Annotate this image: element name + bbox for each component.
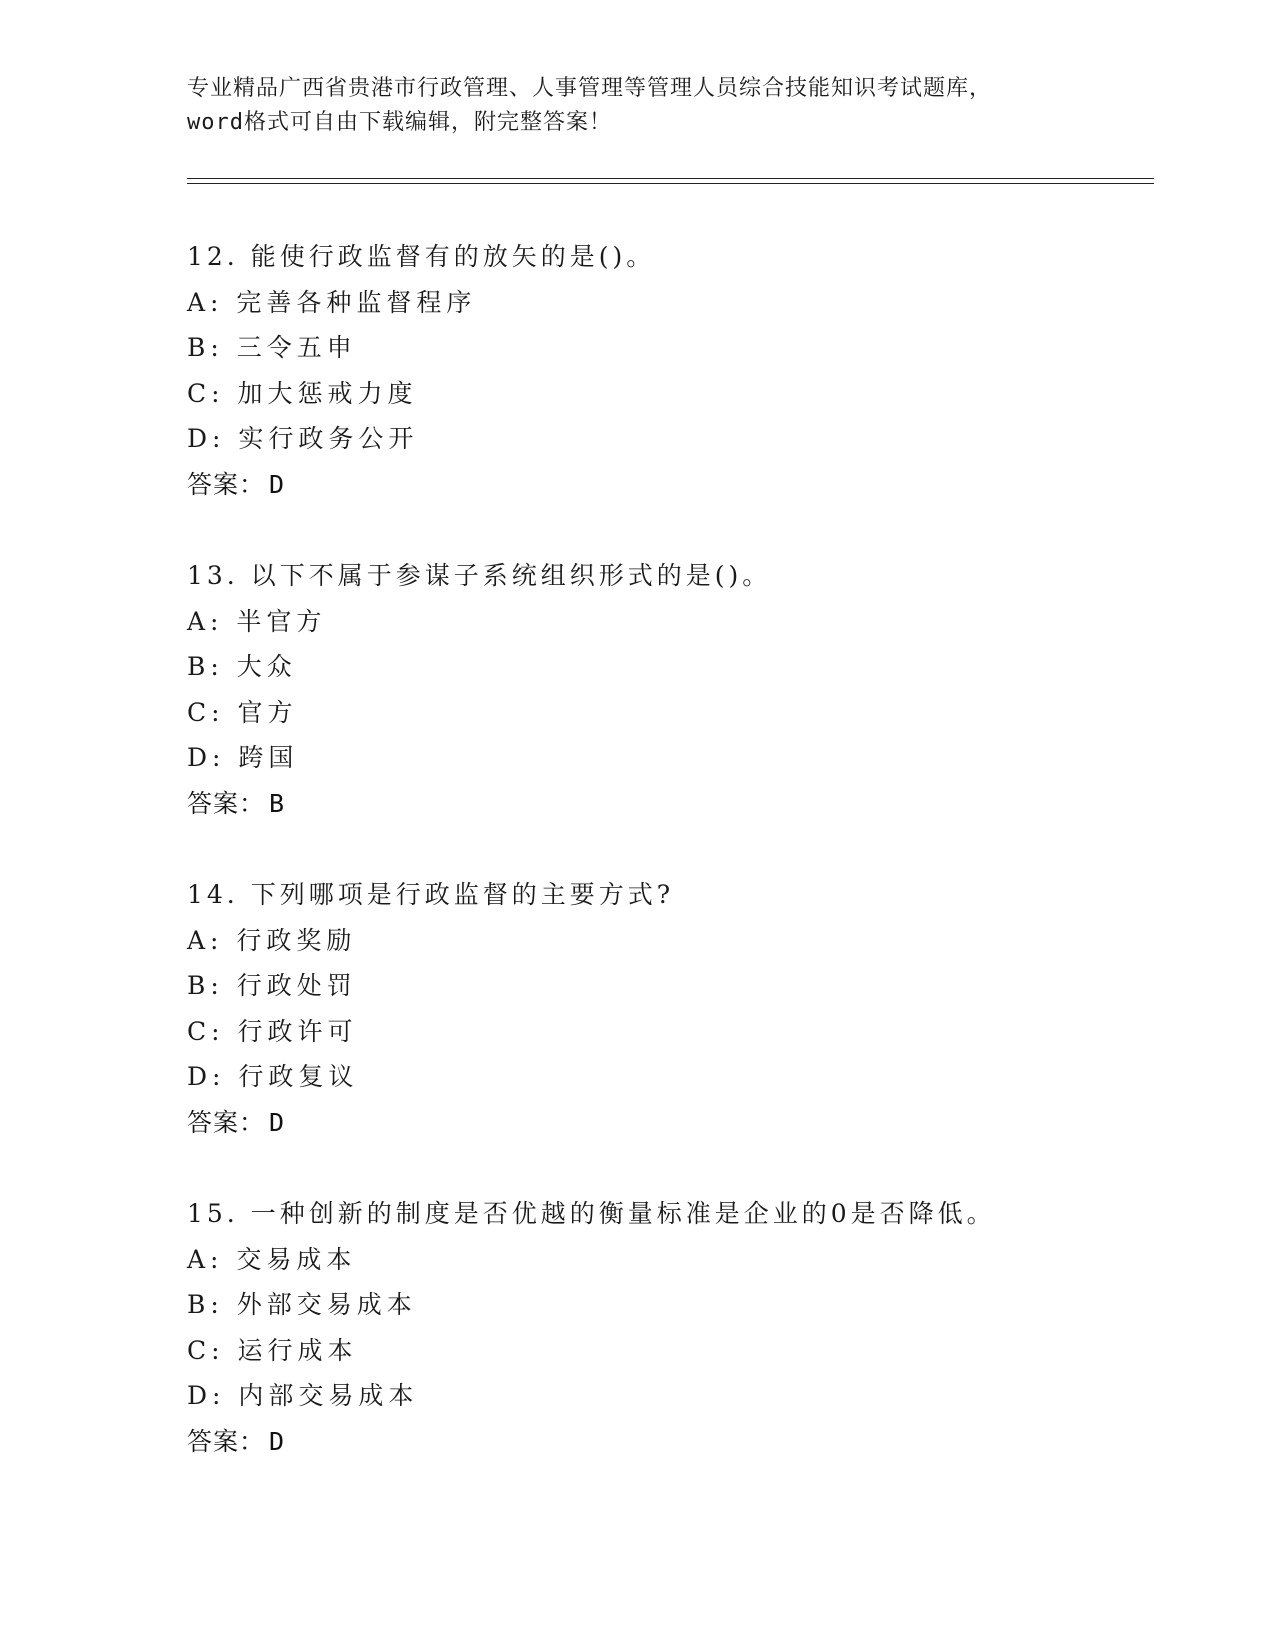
option-b: B: 三令五申 xyxy=(187,333,357,362)
question-stem xyxy=(187,234,1147,280)
answer-line xyxy=(187,1100,1147,1146)
question-list xyxy=(187,234,1147,1510)
question-number: 12. xyxy=(187,242,239,271)
header-title-line-1: 专业精品广西省贵港市行政管理、人事管理等管理人员综合技能知识考试题库， xyxy=(187,76,993,101)
answer-label: 答案： xyxy=(187,788,266,818)
document-header xyxy=(187,72,1087,140)
option-b: B: 外部交易成本 xyxy=(187,1290,417,1319)
option-c: C: 运行成本 xyxy=(187,1335,358,1365)
question-stem xyxy=(187,1191,1147,1237)
header-divider-top xyxy=(187,178,1154,179)
header-divider-bottom xyxy=(187,183,1154,184)
question-15 xyxy=(187,1191,1147,1510)
question-text: 一种创新的制度是否优越的衡量标准是企业的0是否降低。 xyxy=(250,1199,996,1228)
option-d: D: 内部交易成本 xyxy=(187,1381,419,1410)
option-a: A: 半官方 xyxy=(187,606,327,636)
option-d: D: 行政复议 xyxy=(187,1062,359,1091)
question-text: 以下不属于参谋子系统组织形式的是()。 xyxy=(250,561,772,590)
option-a: A: 完善各种监督程序 xyxy=(187,287,477,317)
question-number: 13. xyxy=(187,561,239,590)
question-number: 14. xyxy=(187,880,239,909)
option-c: C: 官方 xyxy=(187,697,298,727)
option-c: C: 行政许可 xyxy=(187,1016,358,1046)
answer-label: 答案： xyxy=(187,469,266,499)
answer-value: B xyxy=(269,788,285,818)
answer-value: D xyxy=(269,1426,285,1456)
question-13 xyxy=(187,553,1147,872)
question-number: 15. xyxy=(187,1199,239,1228)
answer-value: D xyxy=(269,1107,285,1137)
answer-line xyxy=(187,781,1147,827)
question-text: 能使行政监督有的放矢的是()。 xyxy=(250,242,656,271)
option-c: C: 加大惩戒力度 xyxy=(187,378,418,408)
question-text: 下列哪项是行政监督的主要方式? xyxy=(250,880,675,909)
option-a: A: 交易成本 xyxy=(187,1244,357,1274)
option-b: B: 行政处罚 xyxy=(187,971,357,1000)
question-12 xyxy=(187,234,1147,553)
option-d: D: 实行政务公开 xyxy=(187,424,419,453)
answer-line xyxy=(187,1419,1147,1465)
question-stem xyxy=(187,872,1147,918)
answer-value: D xyxy=(269,469,285,499)
answer-label: 答案： xyxy=(187,1107,266,1137)
answer-label: 答案： xyxy=(187,1426,266,1456)
answer-line xyxy=(187,462,1147,508)
question-stem xyxy=(187,553,1147,599)
question-14 xyxy=(187,872,1147,1191)
header-title-line-2: word格式可自由下载编辑，附完整答案！ xyxy=(187,110,612,135)
option-d: D: 跨国 xyxy=(187,743,299,772)
option-a: A: 行政奖励 xyxy=(187,925,357,955)
option-b: B: 大众 xyxy=(187,652,297,681)
